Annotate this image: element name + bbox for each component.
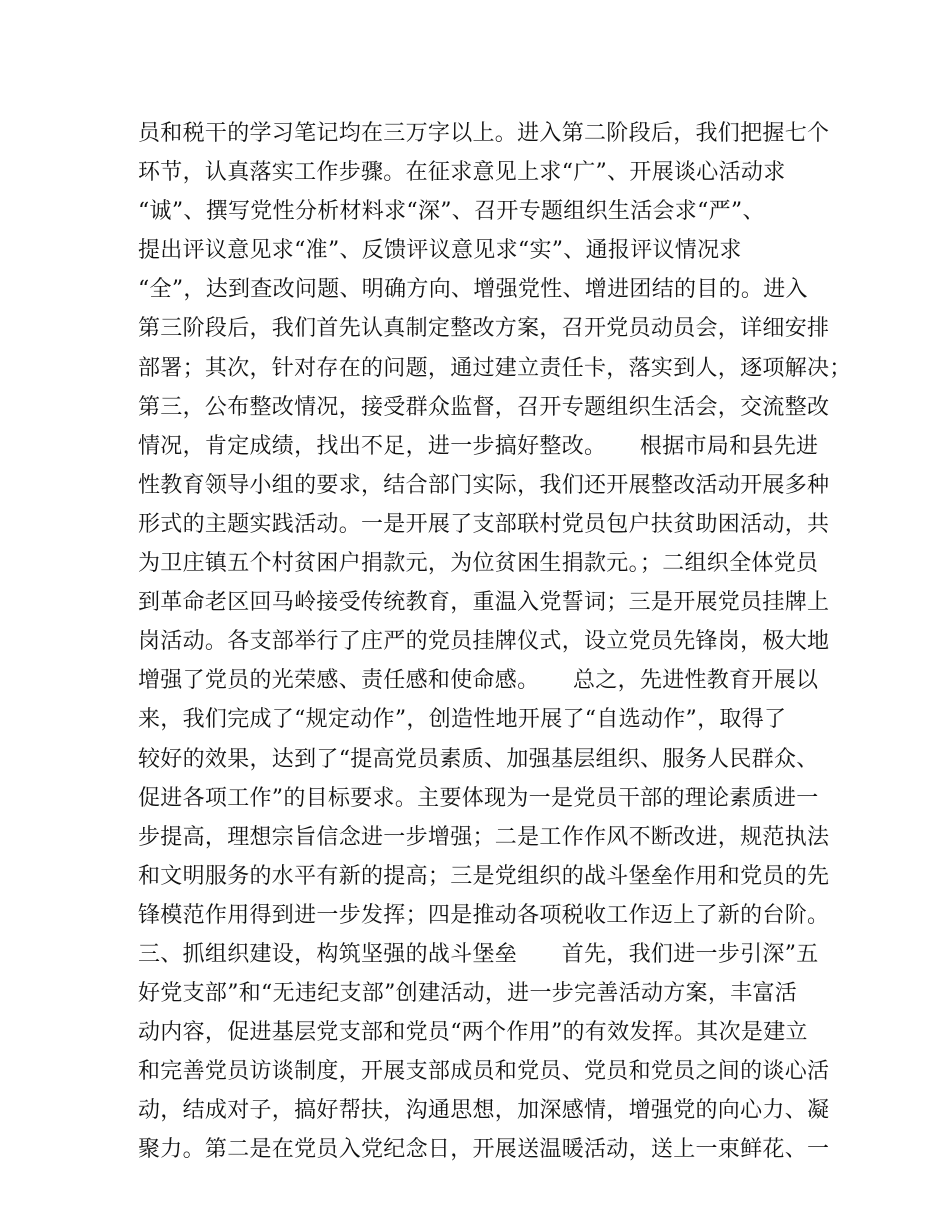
text-line: 来，我们完成了“规定动作”，创造性地开展了“自选动作”，取得了 [138, 707, 787, 733]
text-line: 为卫庄镇五个村贫困户捐款元，为位贫困生捐款元。；二组织全体党员 [138, 551, 819, 577]
text-line: “诚”、撰写党性分析材料求“深”、召开专题组织生活会求“严”、 [138, 199, 765, 225]
text-line: 提出评议意见求“准”、反馈评议意见求“实”、通报评议情况求 [138, 238, 742, 264]
text-line: 第三，公布整改情况，接受群众监督，召开专题组织生活会，交流整改 [138, 394, 830, 420]
text-line: 性教育领导小组的要求，结合部门实际，我们还开展整改活动开展多种 [138, 472, 830, 498]
text-line: 岗活动。各支部举行了庄严的党员挂牌仪式，设立党员先锋岗，极大地 [138, 629, 830, 655]
text-line: 情况，肯定成绩，找出不足，进一步搞好整改。 根据市局和县先进 [138, 433, 819, 459]
text-line: 聚力。第二是在党员入党纪念日，开展送温暖活动，送上一束鲜花、一 [138, 1137, 830, 1163]
text-line: 步提高，理想宗旨信念进一步增强；二是工作作风不断改进，规范执法 [138, 824, 830, 850]
text-line: 增强了党员的光荣感、责任感和使命感。 总之，先进性教育开展以 [138, 668, 819, 694]
text-line: 好党支部”和“无违纪支部”创建活动，进一步完善活动方案，丰富活 [138, 981, 798, 1007]
text-line: 到革命老区回马岭接受传统教育，重温入党誓词；三是开展党员挂牌上 [138, 590, 830, 616]
text-line: 和文明服务的水平有新的提高；三是党组织的战斗堡垒作用和党员的先 [138, 863, 830, 889]
text-line: 环节，认真落实工作步骤。在征求意见上求“广”、开展谈心活动求 [138, 160, 786, 186]
text-line: 动，结成对子，搞好帮扶，沟通思想，加深感情，增强党的向心力、凝 [138, 1098, 830, 1124]
text-line: 第三阶段后，我们首先认真制定整改方案，召开党员动员会，详细安排 [138, 316, 830, 342]
text-line: 部署；其次，针对存在的问题，通过建立责任卡，落实到人，逐项解决； [138, 355, 852, 381]
body-text [138, 114, 852, 1170]
text-line: 促进各项工作”的目标要求。主要体现为一是党员干部的理论素质进一 [138, 785, 819, 811]
text-line: 动内容，促进基层党支部和党员“两个作用”的有效发挥。其次是建立 [138, 1020, 808, 1046]
text-line: 和完善党员访谈制度，开展支部成员和党员、党员和党员之间的谈心活 [138, 1059, 830, 1085]
text-line: “全”，达到查改问题、明确方向、增强党性、增进团结的目的。进入 [138, 277, 808, 303]
text-line: 较好的效果，达到了“提高党员素质、加强基层组织、服务人民群众、 [138, 746, 819, 772]
section-heading-line: 三、抓组织建设，构筑坚强的战斗堡垒 首先，我们进一步引深”五 [138, 941, 819, 967]
text-line: 锋模范作用得到进一步发挥；四是推动各项税收工作迈上了新的台阶。 [138, 902, 830, 928]
text-line: 形式的主题实践活动。一是开展了支部联村党员包户扶贫助困活动，共 [138, 511, 830, 537]
text-line: 员和税干的学习笔记均在三万字以上。进入第二阶段后，我们把握七个 [138, 121, 830, 146]
